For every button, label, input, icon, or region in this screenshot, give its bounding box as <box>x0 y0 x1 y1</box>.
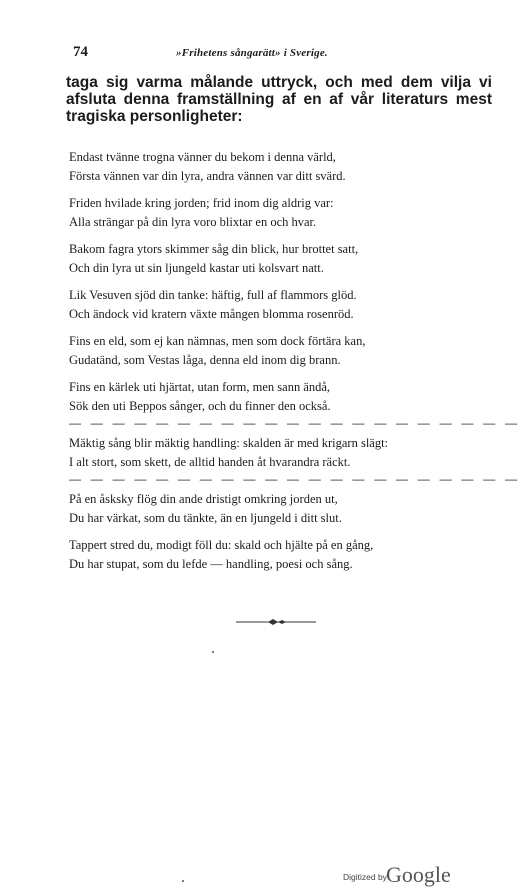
stanza <box>69 148 489 186</box>
verse-line: Lik Vesuven sjöd din tanke: häftig, full af flammors glöd. <box>69 288 357 302</box>
print-speck <box>182 880 184 882</box>
verse-line: Friden hvilade kring jorden; frid inom dig aldrig var: <box>69 196 334 210</box>
stanza <box>69 378 489 416</box>
verse-line: Och din lyra ut sin ljungeld kastar uti kolsvart natt. <box>69 261 324 275</box>
stanza <box>69 286 489 324</box>
print-speck <box>212 651 214 653</box>
verse-line: Du har stupat, som du lefde — handling, poesi och sång. <box>69 557 353 571</box>
verse-line: Fins en eld, som ej kan nämnas, men som dock förtära kan, <box>69 334 366 348</box>
stanza <box>69 332 489 370</box>
running-head: »Frihetens sångarätt» i Sverige. <box>176 47 328 59</box>
stanza <box>69 490 489 528</box>
verse-line: Sök den uti Beppos sånger, och du finner den också. <box>69 399 331 413</box>
end-ornament-icon <box>236 618 316 626</box>
verse-line: Första vännen var din lyra, andra vännen var ditt svärd. <box>69 169 346 183</box>
stanza <box>69 194 489 232</box>
stanza <box>69 434 489 472</box>
stanza <box>69 536 489 574</box>
verse-line: Och ändock vid kratern växte mången blomma rosenröd. <box>69 307 354 321</box>
verse-line: Du har värkat, som du tänkte, än en ljungeld i ditt slut. <box>69 511 342 525</box>
verse-line: Bakom fagra ytors skimmer såg din blick, hur brottet satt, <box>69 242 359 256</box>
page-number: 74 <box>73 44 88 60</box>
verse-line: På en åsksky flög din ande dristigt omkring jorden ut, <box>69 492 338 506</box>
verse-line: Fins en kärlek uti hjärtat, utan form, men sann ändå, <box>69 380 331 394</box>
intro-paragraph <box>66 74 492 125</box>
verse-line: Gudatänd, som Vestas låga, denna eld inom dig brann. <box>69 353 341 367</box>
poem <box>69 148 520 582</box>
omission-dashes: — — — — — — — — — — — — — — — — — — — — — <box>69 416 520 430</box>
verse-line: Tappert stred du, modigt föll du: skald och hjälte på en gång, <box>69 538 374 552</box>
omission-dashes: — — — — — — — — — — — — — — — — — — — — — <box>69 472 520 486</box>
stanza <box>69 240 489 278</box>
verse-line: Mäktig sång blir mäktig handling: skalden är med krigarn slägt: <box>69 436 389 450</box>
verse-line: I alt stort, som skett, de alltid handen åt hvarandra räckt. <box>69 455 351 469</box>
intro-line: tragiska personligheter: <box>66 108 243 125</box>
digitized-by-label: Digitized by <box>343 872 387 882</box>
verse-line: Alla strängar på din lyra voro blixtar en och hvar. <box>69 215 317 229</box>
intro-line: afsluta denna framställning af en af vår literaturs mest <box>66 91 492 108</box>
google-logo: Google <box>386 862 451 887</box>
intro-line: taga sig varma målande uttryck, och med dem vilja vi <box>66 74 492 91</box>
verse-line: Endast tvänne trogna vänner du bekom i denna värld, <box>69 150 336 164</box>
